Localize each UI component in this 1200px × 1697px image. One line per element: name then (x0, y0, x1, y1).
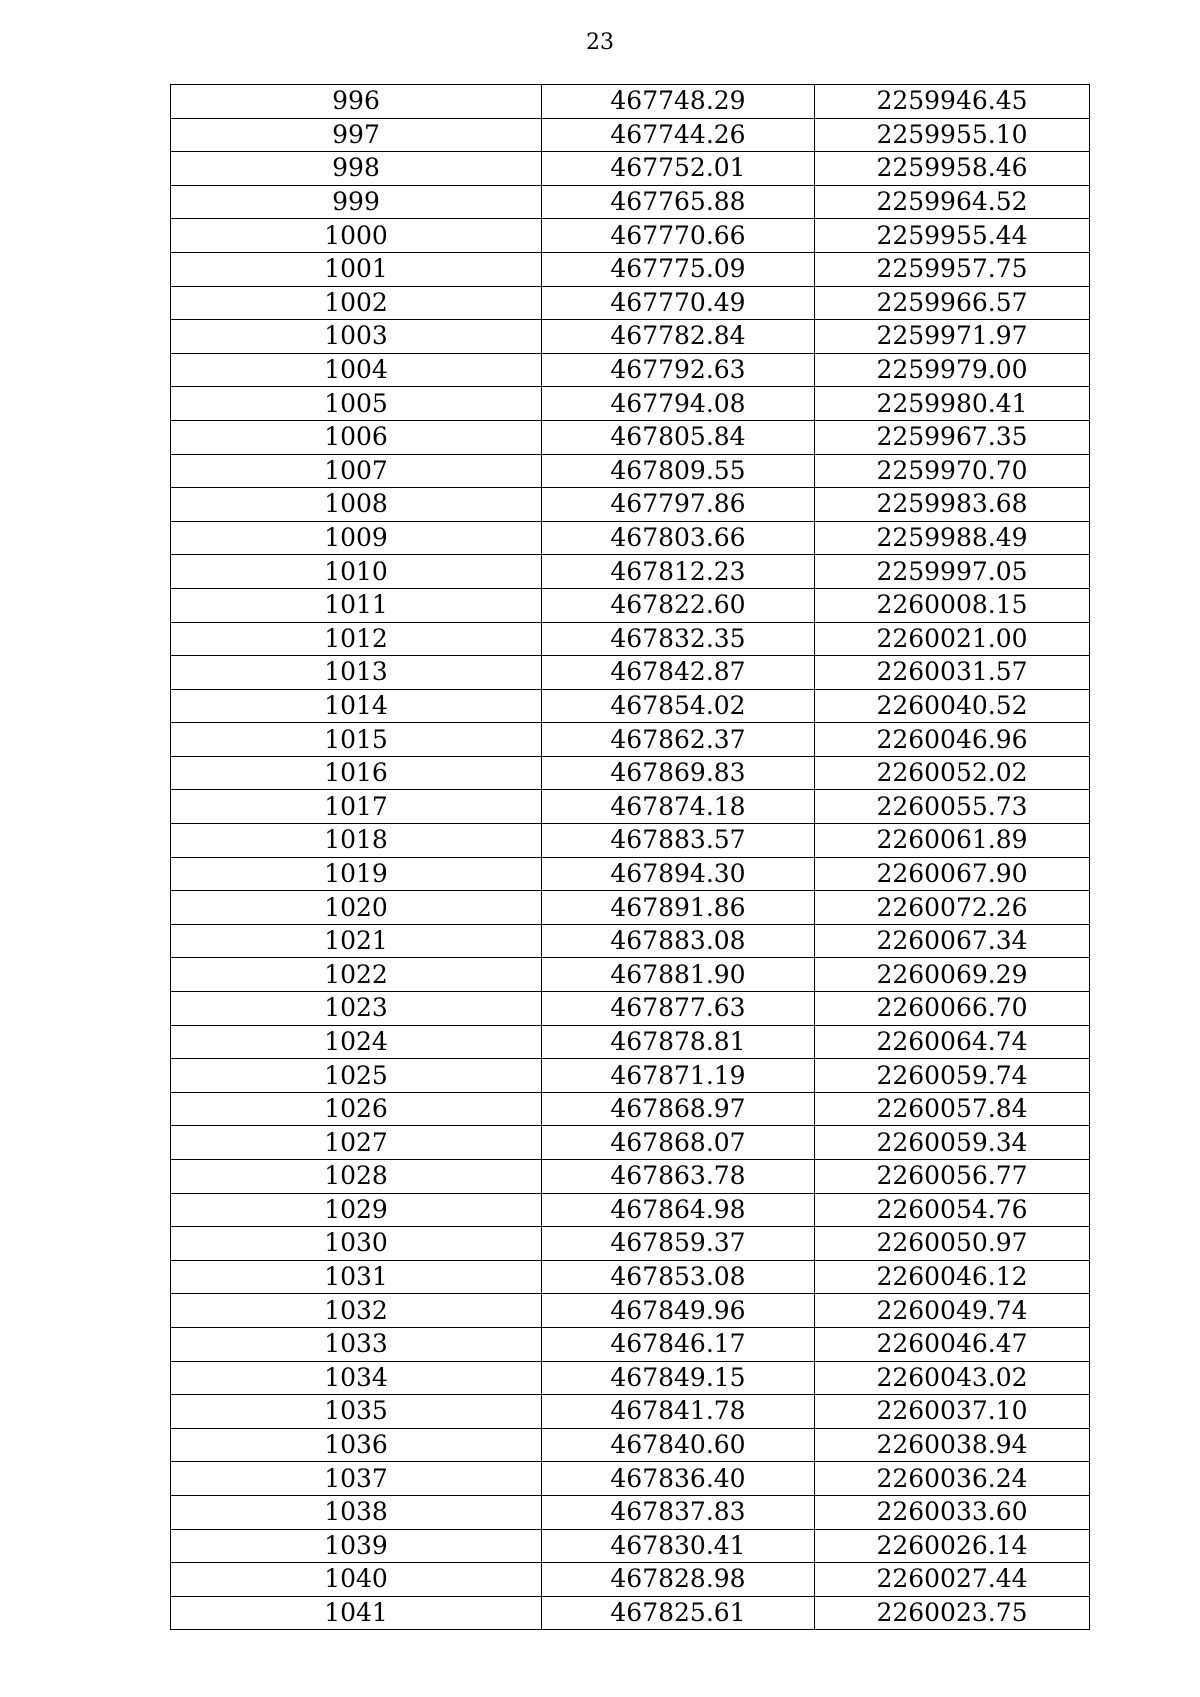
x-coordinate-cell: 467770.49 (542, 286, 815, 320)
point-number-cell: 1005 (171, 387, 542, 421)
table-row (171, 420, 1090, 454)
x-coordinate-cell: 467871.19 (542, 1059, 815, 1093)
point-number-cell: 1000 (171, 219, 542, 253)
y-coordinate-cell: 2260008.15 (815, 588, 1090, 622)
y-coordinate-cell: 2259946.45 (815, 85, 1090, 119)
y-coordinate-cell: 2260027.44 (815, 1563, 1090, 1597)
point-number-cell: 1008 (171, 488, 542, 522)
point-number-cell: 1017 (171, 790, 542, 824)
point-number-cell: 1012 (171, 622, 542, 656)
table-row (171, 1126, 1090, 1160)
table-row (171, 958, 1090, 992)
y-coordinate-cell: 2260026.14 (815, 1529, 1090, 1563)
x-coordinate-cell: 467825.61 (542, 1596, 815, 1630)
point-number-cell: 1009 (171, 521, 542, 555)
point-number-cell: 1031 (171, 1260, 542, 1294)
x-coordinate-cell: 467803.66 (542, 521, 815, 555)
y-coordinate-cell: 2260059.34 (815, 1126, 1090, 1160)
table-row (171, 1193, 1090, 1227)
table-row (171, 1059, 1090, 1093)
y-coordinate-cell: 2260046.12 (815, 1260, 1090, 1294)
x-coordinate-cell: 467765.88 (542, 185, 815, 219)
table-row (171, 521, 1090, 555)
x-coordinate-cell: 467869.83 (542, 756, 815, 790)
point-number-cell: 1013 (171, 656, 542, 690)
point-number-cell: 1020 (171, 891, 542, 925)
point-number-cell: 1034 (171, 1361, 542, 1395)
page-number: 23 (586, 30, 614, 55)
table-row (171, 1395, 1090, 1429)
point-number-cell: 1036 (171, 1428, 542, 1462)
x-coordinate-cell: 467832.35 (542, 622, 815, 656)
x-coordinate-cell: 467752.01 (542, 152, 815, 186)
x-coordinate-cell: 467842.87 (542, 656, 815, 690)
point-number-cell: 1003 (171, 320, 542, 354)
x-coordinate-cell: 467883.08 (542, 924, 815, 958)
point-number-cell: 1011 (171, 588, 542, 622)
y-coordinate-cell: 2260057.84 (815, 1092, 1090, 1126)
table-row (171, 824, 1090, 858)
table-row (171, 857, 1090, 891)
y-coordinate-cell: 2260031.57 (815, 656, 1090, 690)
x-coordinate-cell: 467864.98 (542, 1193, 815, 1227)
y-coordinate-cell: 2260061.89 (815, 824, 1090, 858)
x-coordinate-cell: 467828.98 (542, 1563, 815, 1597)
x-coordinate-cell: 467868.07 (542, 1126, 815, 1160)
y-coordinate-cell: 2259964.52 (815, 185, 1090, 219)
point-number-cell: 1037 (171, 1462, 542, 1496)
point-number-cell: 1010 (171, 555, 542, 589)
point-number-cell: 1025 (171, 1059, 542, 1093)
x-coordinate-cell: 467863.78 (542, 1160, 815, 1194)
y-coordinate-cell: 2260066.70 (815, 992, 1090, 1026)
table-row (171, 1462, 1090, 1496)
table-row (171, 454, 1090, 488)
point-number-cell: 1038 (171, 1495, 542, 1529)
point-number-cell: 998 (171, 152, 542, 186)
table-row (171, 118, 1090, 152)
y-coordinate-cell: 2260040.52 (815, 689, 1090, 723)
y-coordinate-cell: 2260033.60 (815, 1495, 1090, 1529)
y-coordinate-cell: 2260021.00 (815, 622, 1090, 656)
table-row (171, 891, 1090, 925)
y-coordinate-cell: 2259966.57 (815, 286, 1090, 320)
table-row (171, 656, 1090, 690)
y-coordinate-cell: 2259955.44 (815, 219, 1090, 253)
y-coordinate-cell: 2260046.96 (815, 723, 1090, 757)
table-row (171, 1529, 1090, 1563)
point-number-cell: 1039 (171, 1529, 542, 1563)
point-number-cell: 1032 (171, 1294, 542, 1328)
x-coordinate-cell: 467854.02 (542, 689, 815, 723)
x-coordinate-cell: 467849.96 (542, 1294, 815, 1328)
point-number-cell: 1023 (171, 992, 542, 1026)
table-row (171, 588, 1090, 622)
point-number-cell: 1004 (171, 353, 542, 387)
point-number-cell: 1041 (171, 1596, 542, 1630)
point-number-cell: 997 (171, 118, 542, 152)
table-row (171, 488, 1090, 522)
x-coordinate-cell: 467881.90 (542, 958, 815, 992)
point-number-cell: 1030 (171, 1227, 542, 1261)
y-coordinate-cell: 2260056.77 (815, 1160, 1090, 1194)
point-number-cell: 1007 (171, 454, 542, 488)
table-row (171, 756, 1090, 790)
y-coordinate-cell: 2260054.76 (815, 1193, 1090, 1227)
y-coordinate-cell: 2259970.70 (815, 454, 1090, 488)
point-number-cell: 996 (171, 85, 542, 119)
table-row (171, 185, 1090, 219)
y-coordinate-cell: 2259971.97 (815, 320, 1090, 354)
point-number-cell: 1001 (171, 252, 542, 286)
table-row (171, 1596, 1090, 1630)
table-row (171, 252, 1090, 286)
x-coordinate-cell: 467883.57 (542, 824, 815, 858)
x-coordinate-cell: 467770.66 (542, 219, 815, 253)
x-coordinate-cell: 467862.37 (542, 723, 815, 757)
table-row (171, 1428, 1090, 1462)
table-row (171, 1495, 1090, 1529)
y-coordinate-cell: 2260055.73 (815, 790, 1090, 824)
x-coordinate-cell: 467837.83 (542, 1495, 815, 1529)
x-coordinate-cell: 467797.86 (542, 488, 815, 522)
x-coordinate-cell: 467868.97 (542, 1092, 815, 1126)
point-number-cell: 1015 (171, 723, 542, 757)
y-coordinate-cell: 2259955.10 (815, 118, 1090, 152)
x-coordinate-cell: 467853.08 (542, 1260, 815, 1294)
y-coordinate-cell: 2260043.02 (815, 1361, 1090, 1395)
point-number-cell: 1002 (171, 286, 542, 320)
x-coordinate-cell: 467822.60 (542, 588, 815, 622)
table-row (171, 1025, 1090, 1059)
table-row (171, 1160, 1090, 1194)
x-coordinate-cell: 467841.78 (542, 1395, 815, 1429)
y-coordinate-cell: 2260067.90 (815, 857, 1090, 891)
y-coordinate-cell: 2259980.41 (815, 387, 1090, 421)
y-coordinate-cell: 2260059.74 (815, 1059, 1090, 1093)
x-coordinate-cell: 467849.15 (542, 1361, 815, 1395)
table-row (171, 689, 1090, 723)
x-coordinate-cell: 467891.86 (542, 891, 815, 925)
coordinates-table-body (171, 85, 1090, 1630)
point-number-cell: 1027 (171, 1126, 542, 1160)
table-row (171, 1361, 1090, 1395)
point-number-cell: 1016 (171, 756, 542, 790)
y-coordinate-cell: 2260038.94 (815, 1428, 1090, 1462)
table-row (171, 1092, 1090, 1126)
x-coordinate-cell: 467805.84 (542, 420, 815, 454)
point-number-cell: 1006 (171, 420, 542, 454)
x-coordinate-cell: 467812.23 (542, 555, 815, 589)
x-coordinate-cell: 467748.29 (542, 85, 815, 119)
table-row (171, 790, 1090, 824)
y-coordinate-cell: 2259997.05 (815, 555, 1090, 589)
y-coordinate-cell: 2260037.10 (815, 1395, 1090, 1429)
y-coordinate-cell: 2259957.75 (815, 252, 1090, 286)
table-row (171, 387, 1090, 421)
y-coordinate-cell: 2259983.68 (815, 488, 1090, 522)
point-number-cell: 1022 (171, 958, 542, 992)
table-row (171, 152, 1090, 186)
y-coordinate-cell: 2259988.49 (815, 521, 1090, 555)
table-row (171, 992, 1090, 1026)
point-number-cell: 1040 (171, 1563, 542, 1597)
table-row (171, 1327, 1090, 1361)
point-number-cell: 1033 (171, 1327, 542, 1361)
y-coordinate-cell: 2259967.35 (815, 420, 1090, 454)
table-row (171, 320, 1090, 354)
x-coordinate-cell: 467846.17 (542, 1327, 815, 1361)
x-coordinate-cell: 467877.63 (542, 992, 815, 1026)
x-coordinate-cell: 467840.60 (542, 1428, 815, 1462)
y-coordinate-cell: 2260072.26 (815, 891, 1090, 925)
table-row (171, 924, 1090, 958)
table-row (171, 219, 1090, 253)
x-coordinate-cell: 467794.08 (542, 387, 815, 421)
table-row (171, 1294, 1090, 1328)
point-number-cell: 1024 (171, 1025, 542, 1059)
y-coordinate-cell: 2260046.47 (815, 1327, 1090, 1361)
x-coordinate-cell: 467894.30 (542, 857, 815, 891)
x-coordinate-cell: 467830.41 (542, 1529, 815, 1563)
y-coordinate-cell: 2260050.97 (815, 1227, 1090, 1261)
table-row (171, 85, 1090, 119)
point-number-cell: 1021 (171, 924, 542, 958)
coordinates-table (170, 84, 1090, 1630)
point-number-cell: 1019 (171, 857, 542, 891)
y-coordinate-cell: 2259958.46 (815, 152, 1090, 186)
y-coordinate-cell: 2260069.29 (815, 958, 1090, 992)
point-number-cell: 999 (171, 185, 542, 219)
table-row (171, 723, 1090, 757)
y-coordinate-cell: 2260067.34 (815, 924, 1090, 958)
x-coordinate-cell: 467874.18 (542, 790, 815, 824)
point-number-cell: 1035 (171, 1395, 542, 1429)
point-number-cell: 1028 (171, 1160, 542, 1194)
point-number-cell: 1014 (171, 689, 542, 723)
x-coordinate-cell: 467775.09 (542, 252, 815, 286)
x-coordinate-cell: 467782.84 (542, 320, 815, 354)
x-coordinate-cell: 467792.63 (542, 353, 815, 387)
table-row (171, 286, 1090, 320)
x-coordinate-cell: 467878.81 (542, 1025, 815, 1059)
point-number-cell: 1018 (171, 824, 542, 858)
x-coordinate-cell: 467809.55 (542, 454, 815, 488)
table-row (171, 1227, 1090, 1261)
x-coordinate-cell: 467859.37 (542, 1227, 815, 1261)
y-coordinate-cell: 2260052.02 (815, 756, 1090, 790)
y-coordinate-cell: 2260064.74 (815, 1025, 1090, 1059)
table-row (171, 1563, 1090, 1597)
y-coordinate-cell: 2260049.74 (815, 1294, 1090, 1328)
x-coordinate-cell: 467836.40 (542, 1462, 815, 1496)
point-number-cell: 1029 (171, 1193, 542, 1227)
table-row (171, 353, 1090, 387)
y-coordinate-cell: 2260023.75 (815, 1596, 1090, 1630)
table-row (171, 622, 1090, 656)
y-coordinate-cell: 2260036.24 (815, 1462, 1090, 1496)
y-coordinate-cell: 2259979.00 (815, 353, 1090, 387)
x-coordinate-cell: 467744.26 (542, 118, 815, 152)
table-row (171, 1260, 1090, 1294)
point-number-cell: 1026 (171, 1092, 542, 1126)
table-row (171, 555, 1090, 589)
